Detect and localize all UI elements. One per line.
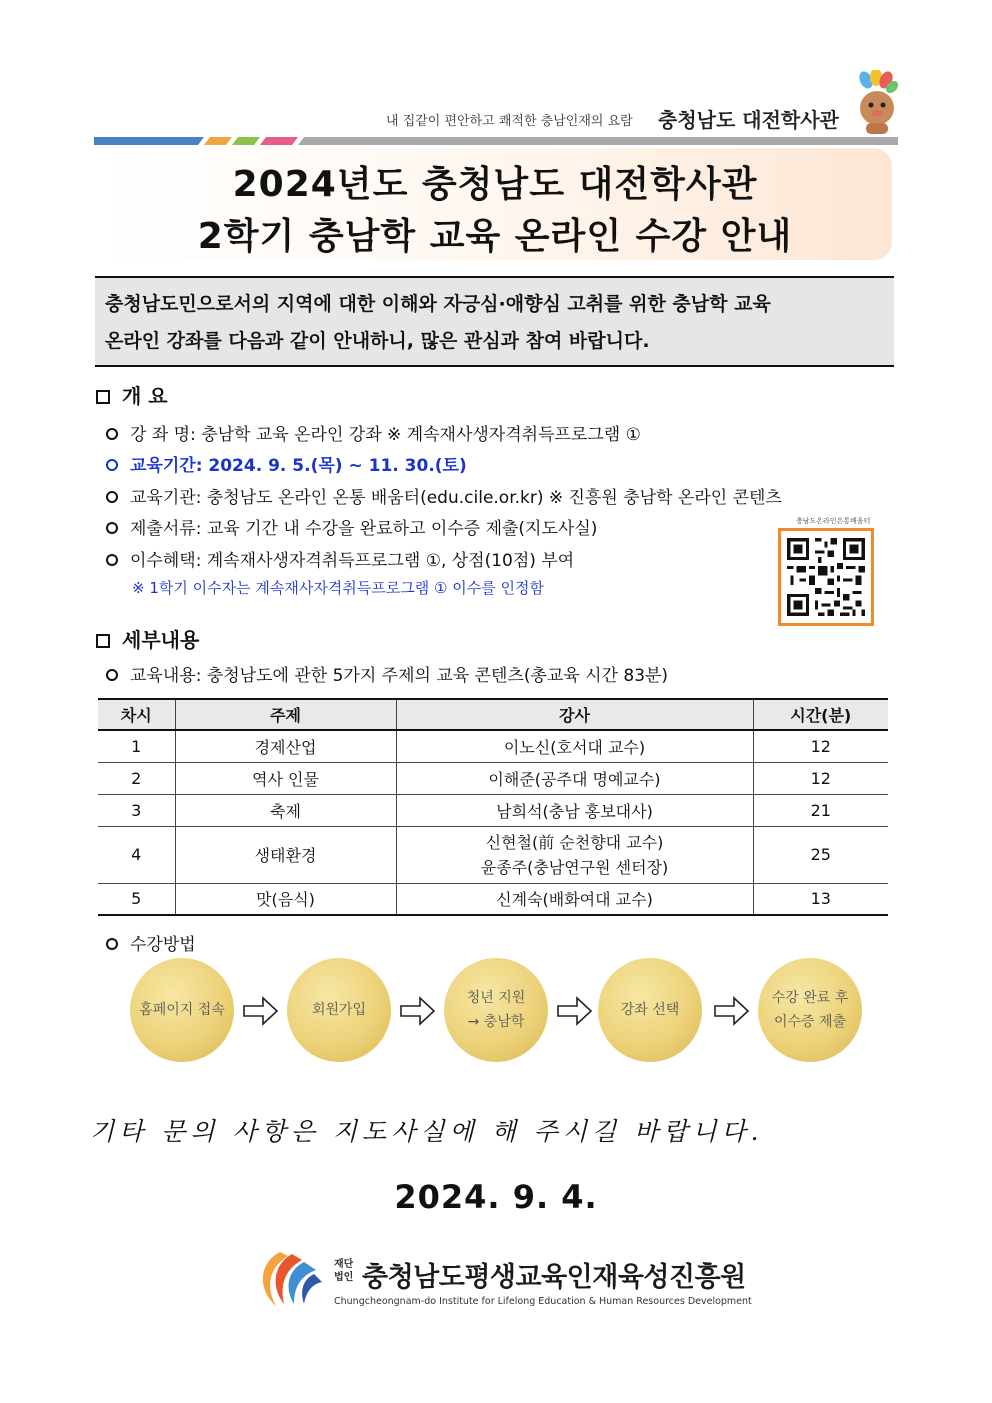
section-overview-label: 개 요 <box>122 384 168 408</box>
circle-bullet-icon <box>106 554 118 566</box>
cell-topic: 경제산업 <box>175 730 396 762</box>
step-certificate-line-1: 수강 완료 후 <box>771 990 849 1006</box>
cell-topic: 축제 <box>175 794 396 826</box>
overview-item-period-text: 교육기간: 2024. 9. 5.(목) ~ 11. 30.(토) <box>130 456 467 476</box>
title-line-1: 2024년도 충청남도 대전학사관 <box>232 164 758 205</box>
step-course-select-line-1: 강좌 선택 <box>620 1002 680 1018</box>
table-row <box>98 826 888 883</box>
foundation-logo-icon <box>250 1248 324 1310</box>
section-details-label: 세부내용 <box>122 628 200 652</box>
arrow-right-icon <box>714 996 750 1026</box>
overview-item-documents-text: 제출서류: 교육 기간 내 수강을 완료하고 이수증 제출(지도사실) <box>130 519 598 539</box>
circle-bullet-icon <box>106 669 118 681</box>
foundation-type-label <box>334 1258 353 1284</box>
arrow-right-icon <box>400 996 436 1026</box>
cell-minutes: 12 <box>753 762 888 794</box>
cell-lecturer <box>396 826 753 883</box>
cell-session: 4 <box>98 826 175 883</box>
overview-item-course <box>106 420 641 445</box>
foundation-type-line-1: 재단 <box>334 1259 354 1270</box>
overview-item-documents <box>106 514 597 539</box>
intro-line-1: 충청남도민으로서의 지역에 대한 이해와 자긍심·애향심 고취를 위한 충남학 교육 <box>105 293 771 315</box>
intro-line-2: 온라인 강좌를 다음과 같이 안내하니, 많은 관심과 참여 바랍니다. <box>105 330 650 352</box>
cell-topic: 역사 인물 <box>175 762 396 794</box>
overview-item-benefits-text: 이수혜택: 계속재사생자격취득프로그램 ①, 상점(10점) 부여 <box>130 551 575 571</box>
overview-item-period <box>106 451 467 476</box>
cell-minutes: 25 <box>753 826 888 883</box>
mascot-icon <box>852 70 902 136</box>
cell-lecturer: 신계숙(배화여대 교수) <box>396 883 753 915</box>
cell-topic: 생태환경 <box>175 826 396 883</box>
circle-bullet-icon <box>106 491 118 503</box>
section-details-heading <box>96 624 199 653</box>
step-signup <box>287 958 391 1062</box>
header-org-name: 충청남도 대전학사관 <box>658 108 839 132</box>
step-signup-line-1: 회원가입 <box>311 1002 367 1018</box>
circle-bullet-icon <box>106 428 118 440</box>
foundation-english-name: Chungcheongnam-do Institute for Lifelong Education & Human Resources Development <box>334 1296 752 1307</box>
overview-item-benefits <box>106 546 574 571</box>
step-youth-support-line-1: 청년 지원 <box>466 990 526 1006</box>
table-header-session: 차시 <box>98 699 175 730</box>
details-item-content-text: 교육내용: 충청남도에 관한 5가지 주제의 교육 콘텐츠(총교육 시간 83분) <box>130 666 669 686</box>
checkbox-square-icon <box>96 634 110 648</box>
checkbox-square-icon <box>96 390 110 404</box>
circle-bullet-icon <box>106 522 118 534</box>
cell-lecturer: 이노신(호서대 교수) <box>396 730 753 762</box>
arrow-right-icon <box>243 996 279 1026</box>
circle-bullet-icon <box>106 938 118 950</box>
circle-bullet-icon <box>106 459 118 471</box>
table-row <box>98 883 888 915</box>
cell-minutes: 21 <box>753 794 888 826</box>
section-overview-heading <box>96 380 168 409</box>
cell-lecturer-line-1: 신현철(前 순천향대 교수) <box>485 832 664 852</box>
cell-lecturer: 이해준(공주대 명예교수) <box>396 762 753 794</box>
header-color-band <box>94 137 898 145</box>
cell-session: 2 <box>98 762 175 794</box>
cell-topic: 맛(음식) <box>175 883 396 915</box>
table-row <box>98 762 888 794</box>
foundation-type-line-2: 법인 <box>334 1272 354 1283</box>
cell-lecturer-line-2: 윤종주(충남연구원 센터장) <box>480 857 669 877</box>
curriculum-table <box>98 698 888 916</box>
step-certificate-line-2: 이수증 제출 <box>773 1014 847 1030</box>
intro-box <box>95 276 894 367</box>
cell-session: 1 <box>98 730 175 762</box>
step-youth-support-line-2: → 충남학 <box>467 1014 525 1030</box>
table-row <box>98 730 888 762</box>
foundation-name: 충청남도평생교육인재육성진흥원 <box>362 1262 746 1293</box>
table-header-lecturer: 강사 <box>396 699 753 730</box>
cell-minutes: 12 <box>753 730 888 762</box>
closing-message: 기타 문의 사항은 지도사실에 해 주시길 바랍니다. <box>90 1117 764 1146</box>
overview-note: ※ 1학기 이수자는 계속재사자격취득프로그램 ① 이수를 인정함 <box>132 579 544 597</box>
table-header-minutes: 시간(분) <box>753 699 888 730</box>
cell-session: 3 <box>98 794 175 826</box>
step-course-select <box>598 958 702 1062</box>
details-item-method-text: 수강방법 <box>130 935 196 955</box>
overview-item-institution <box>106 483 782 508</box>
details-item-content <box>106 661 668 686</box>
table-header-row <box>98 699 888 730</box>
qr-code-icon[interactable] <box>778 528 874 626</box>
table-header-topic: 주제 <box>175 699 396 730</box>
cell-lecturer: 남희석(충남 홍보대사) <box>396 794 753 826</box>
arrow-right-icon <box>557 996 593 1026</box>
step-homepage-line-1: 홈페이지 접속 <box>139 1002 225 1018</box>
overview-item-institution-text: 교육기관: 충청남도 온라인 온통 배움터(edu.cile.or.kr) ※ 진흥원 충남학 온라인 콘텐츠 <box>130 488 782 508</box>
cell-minutes: 13 <box>753 883 888 915</box>
step-certificate <box>758 958 862 1062</box>
details-item-method <box>106 930 196 955</box>
document-date: 2024. 9. 4. <box>394 1178 598 1216</box>
step-youth-support <box>444 958 548 1062</box>
title-line-2: 2학기 충남학 교육 온라인 수강 안내 <box>197 216 793 257</box>
qr-caption: 충남도온라인온통배움터 <box>796 517 871 525</box>
cell-session: 5 <box>98 883 175 915</box>
overview-item-course-text: 강 좌 명: 충남학 교육 온라인 강좌 ※ 계속재사생자격취득프로그램 ① <box>130 425 641 445</box>
step-homepage <box>130 958 234 1062</box>
table-row <box>98 794 888 826</box>
header-slogan: 내 집같이 편안하고 쾌적한 충남인재의 요람 <box>386 114 633 129</box>
